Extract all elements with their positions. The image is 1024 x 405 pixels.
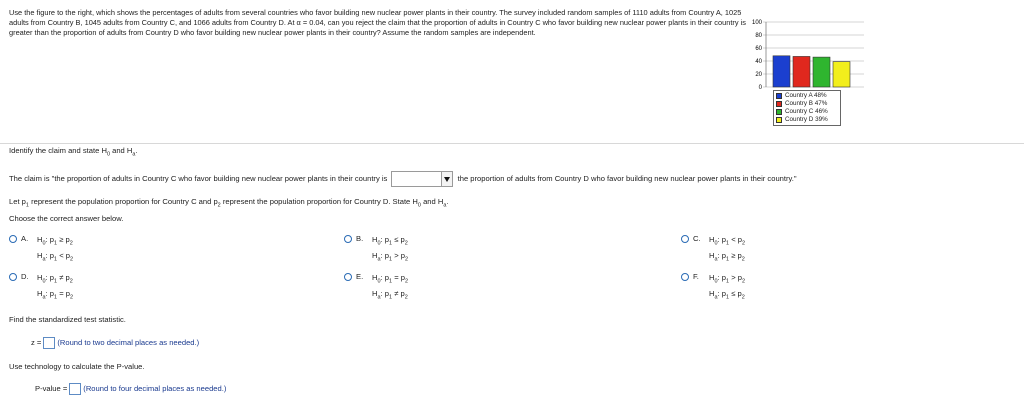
bar-chart bbox=[752, 17, 864, 93]
h0-operator: ≤ bbox=[394, 235, 399, 244]
bar-country-d bbox=[833, 62, 850, 87]
problem-text: Use the figure to the right, which shows the percentages of adults from several countries who favor building new nuclear power plants in their country. The survey included random samples of 1110 adults from Country A, 1025 adults from Country B, 1045 adults from Country C, and 1066 adults from Country D. At α = 0.04, can you reject the claim that the proportion of adults in Country C who favor building new nuclear power plants in their country is greater than the proportion of adults from Country D who favor building new nuclear power plants in their country? Assume the random samples are independent. bbox=[9, 8, 746, 37]
legend-swatch bbox=[776, 117, 782, 123]
hypotheses: $H_0$: $p_1 > p_2$ $H_a$: $p_1 \le p_2$ bbox=[709, 273, 746, 301]
h0-operator: ≥ bbox=[59, 235, 64, 244]
option-letter: F. bbox=[693, 272, 699, 281]
answer-option-b[interactable] bbox=[344, 234, 408, 265]
legend-label: Country D 39% bbox=[785, 116, 828, 123]
hypotheses: $H_0$: $p_1 \ne p_2$ $H_a$: $p_1 = p_2$ bbox=[37, 273, 74, 301]
option-letter: D. bbox=[21, 272, 29, 281]
z-input[interactable] bbox=[43, 337, 55, 349]
h0-operator: ≠ bbox=[59, 273, 64, 282]
legend-swatch bbox=[776, 101, 782, 107]
y-tick-label: 100 bbox=[752, 20, 762, 26]
radio-button[interactable] bbox=[344, 273, 352, 281]
y-tick-label: 80 bbox=[755, 33, 762, 39]
z-row: z = (Round to two decimal places as needed.) bbox=[31, 338, 200, 347]
answer-option-a[interactable] bbox=[9, 234, 73, 265]
y-tick-label: 20 bbox=[755, 72, 762, 78]
legend-swatch bbox=[776, 109, 782, 115]
bar-country-b bbox=[793, 56, 810, 87]
option-letter: B. bbox=[356, 234, 364, 243]
chart-legend bbox=[773, 90, 841, 126]
legend-swatch bbox=[776, 93, 782, 99]
p-value-row: P-value = (Round to four decimal places as needed.) bbox=[35, 384, 227, 393]
hypotheses: $H_0$: $p_1 = p_2$ $H_a$: $p_1 \ne p_2$ bbox=[372, 273, 409, 301]
legend-label: Country C 46% bbox=[785, 108, 828, 115]
identify-prompt: Identify the claim and state $H_0$ and $H_a$. bbox=[9, 146, 138, 158]
radio-button[interactable] bbox=[681, 235, 689, 243]
ha-operator: > bbox=[394, 250, 399, 260]
legend-entry bbox=[776, 92, 838, 100]
option-letter: C. bbox=[693, 234, 701, 243]
h0-operator: > bbox=[731, 273, 736, 282]
bar-country-a bbox=[773, 56, 790, 87]
option-letter: E. bbox=[356, 272, 364, 281]
option-letter: A. bbox=[21, 234, 29, 243]
bar-country-c bbox=[813, 57, 830, 87]
y-tick-label: 0 bbox=[758, 85, 762, 91]
answer-option-d[interactable] bbox=[9, 272, 73, 303]
answer-option-f[interactable] bbox=[681, 272, 745, 303]
choose-prompt: Choose the correct answer below. bbox=[9, 214, 124, 223]
y-tick-label: 60 bbox=[755, 46, 762, 52]
y-tick-label: 40 bbox=[755, 59, 762, 65]
radio-button[interactable] bbox=[9, 273, 17, 281]
claim-sentence: The claim is "the proportion of adults in Country C who favor building new nuclear power plants in their country is the proportion of adults from Country D who favor building new nuclear power plants in their country." bbox=[9, 171, 1019, 187]
hypothesis-instructions: Let $p_1$ represent the population proportion for Country C and $p_2$ represent the population proportion for Country D. State $H_0$ and $H_a$. bbox=[9, 197, 449, 209]
p-value-input[interactable] bbox=[69, 383, 81, 395]
ha-operator: < bbox=[59, 250, 64, 260]
answer-option-c[interactable] bbox=[681, 234, 745, 265]
hypotheses: $H_0$: $p_1 \ge p_2$ $H_a$: $p_1 < p_2$ bbox=[37, 235, 74, 263]
radio-button[interactable] bbox=[681, 273, 689, 281]
ha-operator: ≥ bbox=[731, 250, 736, 260]
find-statistic-label: Find the standardized test statistic. bbox=[9, 315, 126, 324]
legend-label: Country B 47% bbox=[785, 100, 828, 107]
hypotheses: $H_0$: $p_1 < p_2$ $H_a$: $p_1 \ge p_2$ bbox=[709, 235, 746, 263]
divider bbox=[0, 143, 1024, 144]
ha-operator: ≠ bbox=[394, 288, 399, 298]
legend-label: Country A 48% bbox=[785, 92, 827, 99]
ha-operator: ≤ bbox=[731, 288, 736, 298]
chevron-down-icon[interactable] bbox=[441, 172, 452, 186]
h0-operator: = bbox=[394, 273, 399, 282]
legend-entry bbox=[776, 108, 838, 116]
claim-comparison-dropdown[interactable] bbox=[391, 171, 453, 187]
radio-button[interactable] bbox=[344, 235, 352, 243]
legend-entry bbox=[776, 116, 838, 124]
h0-operator: < bbox=[731, 235, 736, 244]
technology-label: Use technology to calculate the P-value. bbox=[9, 362, 145, 371]
answer-option-e[interactable] bbox=[344, 272, 408, 303]
legend-entry bbox=[776, 100, 838, 108]
ha-operator: = bbox=[59, 288, 64, 298]
radio-button[interactable] bbox=[9, 235, 17, 243]
hypotheses: $H_0$: $p_1 \le p_2$ $H_a$: $p_1 > p_2$ bbox=[372, 235, 409, 263]
